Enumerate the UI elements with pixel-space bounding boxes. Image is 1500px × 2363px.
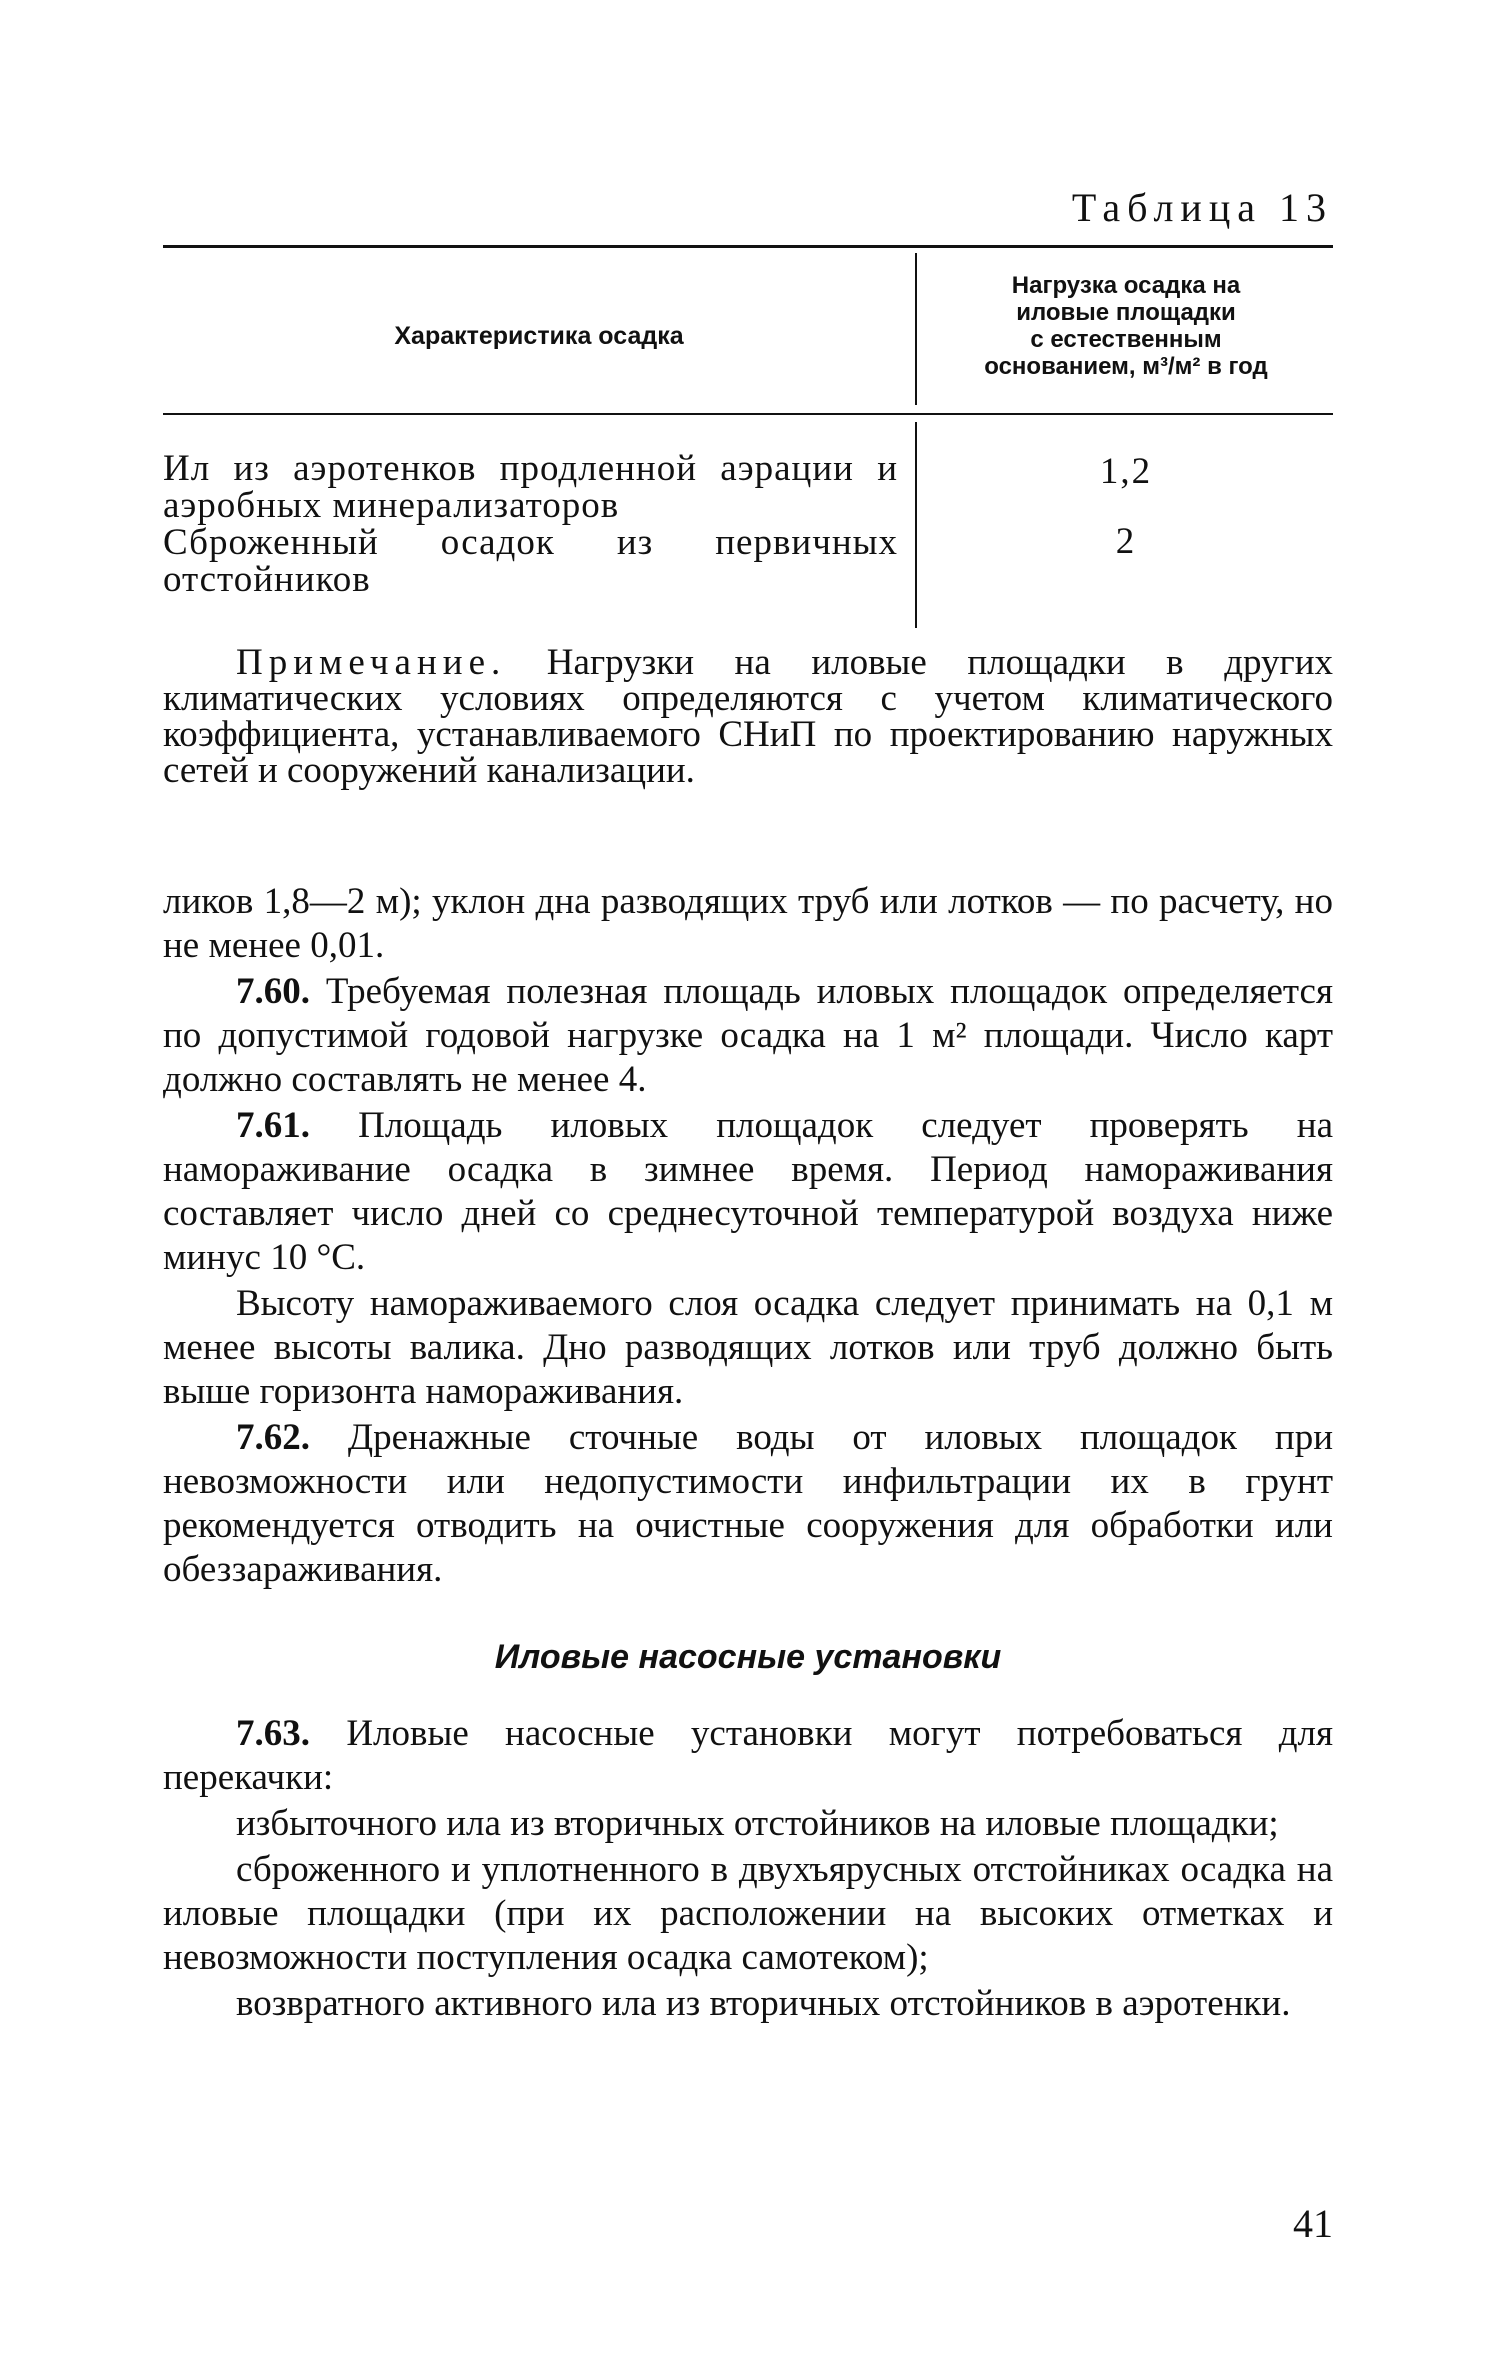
table-header-col2-line: Нагрузка осадка на bbox=[1011, 272, 1241, 299]
clause-number: 7.60. bbox=[236, 971, 310, 1012]
section-text bbox=[163, 1712, 1333, 2028]
paragraph: 7.62. Дренажные сточные воды от иловых площадок при невозможности или недопустимости инфильтрации их в грунт рекомендуется отводить на очистные сооружения для обработки или обеззараживания. bbox=[163, 1417, 1334, 1590]
clause-number: 7.61. bbox=[236, 1105, 310, 1146]
table-row-value: 1,2 bbox=[1099, 451, 1153, 492]
list-item: возвратного активного ила из вторичных отстойников в аэротенки. bbox=[236, 1983, 1291, 2024]
document-page bbox=[163, 0, 1333, 2363]
table-header-col2-line: с естественным bbox=[1030, 326, 1222, 353]
table-header-col2 bbox=[919, 272, 1333, 380]
table-header-rule bbox=[163, 413, 1333, 415]
table-header-col2-line: основанием, м³/м² в год bbox=[984, 353, 1268, 380]
clause-number: 7.62. bbox=[236, 1417, 310, 1458]
page-number: 41 bbox=[1293, 2201, 1333, 2246]
paragraph: 7.60. Требуемая полезная площадь иловых площадок определяется по допустимой годовой нагрузке осадка на 1 м² площади. Число карт должно составлять не менее 4. bbox=[163, 971, 1333, 1100]
table-note bbox=[163, 642, 1334, 791]
table-caption: Таблица 13 bbox=[1071, 185, 1333, 230]
table-row-value: 2 bbox=[1115, 521, 1137, 562]
paragraph: Высоту намораживаемого слоя осадка следует принимать на 0,1 м менее высоты валика. Дно разводящих лотков или труб должно быть выше горизонта намораживания. bbox=[163, 1283, 1333, 1412]
list-item: сброженного и уплотненного в двухъярусных отстойниках осадка на иловые площадки (при их расположении на высоких отметках и невозможности поступления осадка самотеком); bbox=[163, 1849, 1333, 1978]
paragraph: 7.61. Площадь иловых площадок следует проверять на намораживание осадка в зимнее время. Период намораживания составляет число дней со среднесуточной температурой воздуха ниже минус 10 °С. bbox=[163, 1105, 1333, 1278]
note-lead: Примечание. bbox=[236, 642, 507, 683]
table-header-col1: Характеристика осадка bbox=[394, 322, 684, 350]
table-row-text: Сброженный осадок из первичных отстойников bbox=[163, 522, 898, 600]
list-item: избыточного ила из вторичных отстойников на иловые площадки; bbox=[236, 1803, 1279, 1844]
table-row-text: Ил из аэротенков продленной аэрации и аэробных минерализаторов bbox=[163, 448, 898, 526]
table-body-divider bbox=[915, 422, 917, 628]
section-title: Иловые насосные установки bbox=[494, 1638, 1002, 1676]
table-header-col2-line: иловые площадки bbox=[1016, 299, 1236, 326]
table-top-rule bbox=[163, 245, 1333, 248]
main-text bbox=[163, 880, 1333, 1594]
clause-number: 7.63. bbox=[236, 1713, 310, 1754]
paragraph: ликов 1,8—2 м); уклон дна разводящих труб или лотков — по расчету, но не менее 0,01. bbox=[163, 881, 1333, 966]
table-header-divider bbox=[915, 253, 917, 405]
paragraph: 7.63. Иловые насосные установки могут потребоваться для перекачки: bbox=[163, 1713, 1334, 1798]
note-text: Нагрузки на иловые площадки в других климатических условиях определяются с учетом климатического коэффициента, устанавливаемого СНиП по проектированию наружных сетей и сооружений канализации. bbox=[163, 642, 1334, 791]
